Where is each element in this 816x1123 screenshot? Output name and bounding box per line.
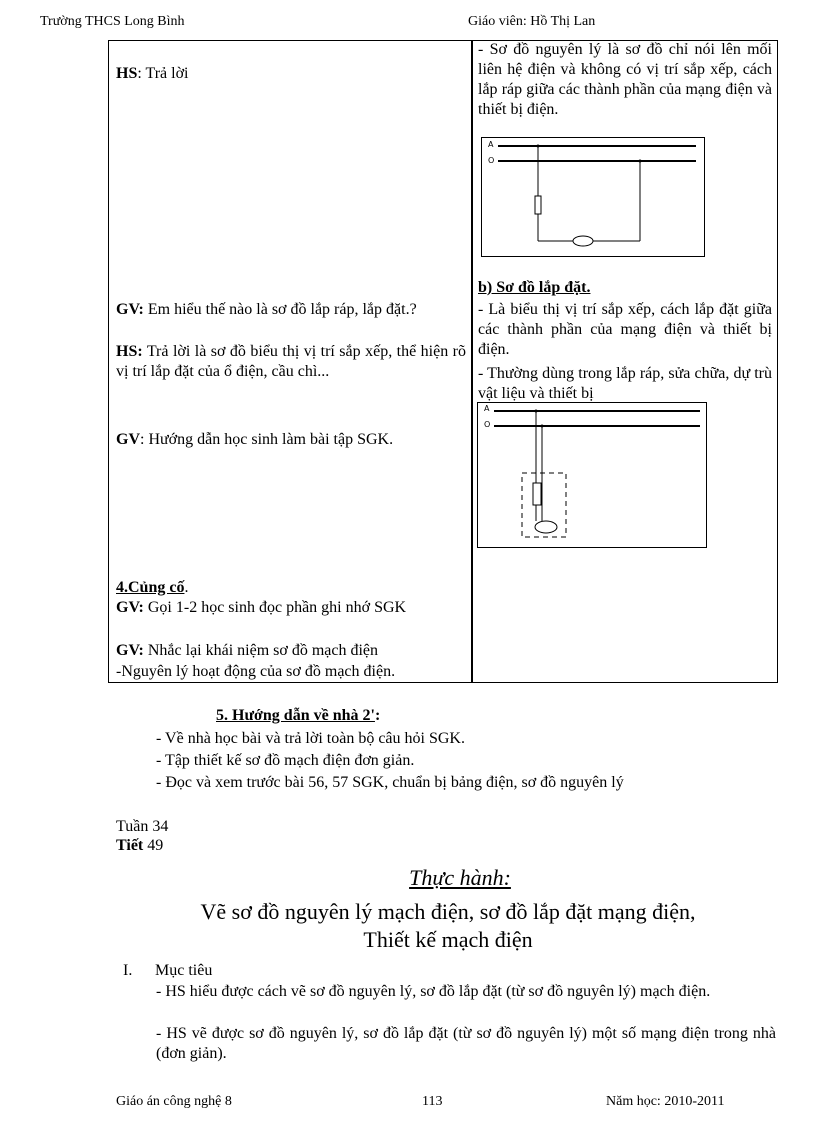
left-p3: HS: Trả lời là sơ đồ biểu thị vị trí sắp xếp, thể hiện rõ vị trí lắp đặt của ổ điện, cầu chì...: [116, 343, 466, 380]
line-label-o: O: [484, 420, 491, 429]
homework-item-1: - Về nhà học bài và trả lời toàn bộ câu hỏi SGK.: [156, 730, 465, 747]
homework-item-2: - Tập thiết kế sơ đồ mạch điện đơn giản.: [156, 752, 415, 769]
header-school: Trường THCS Long Bình: [40, 14, 185, 29]
section4-title: 4.Củng cố.: [116, 579, 189, 596]
left-p4: GV: Hướng dẫn học sinh làm bài tập SGK.: [116, 431, 394, 448]
practice-title: Thực hành:: [409, 865, 511, 890]
objective-title: Mục tiêu: [155, 962, 213, 979]
homework-title: 5. Hướng dẫn về nhà 2':: [216, 707, 381, 724]
footer-school-year: Năm học: 2010-2011: [606, 1094, 725, 1109]
line-label-a: A: [488, 140, 494, 149]
right-r2-text2: - Thường dùng trong lắp ráp, sửa chữa, dự trù vật liệu và thiết bị: [478, 365, 772, 402]
left-p6: GV: Nhắc lại khái niệm sơ đồ mạch điện: [116, 642, 379, 659]
schematic-wires: [482, 138, 704, 256]
line-label-o: O: [488, 156, 495, 165]
table-divider: [471, 40, 473, 683]
homework-item-3: - Đọc và xem trước bài 56, 57 SGK, chuẩn bị bảng điện, sơ đồ nguyên lý: [156, 774, 624, 791]
installation-diagram: [477, 402, 707, 548]
installation-wires: [478, 403, 706, 547]
objective-item-2: - HS vẽ được sơ đồ nguyên lý, sơ đồ lắp đặt (từ sơ đồ nguyên lý) một số mạng điện trong nhà (đơn giản).: [156, 1025, 776, 1062]
schematic-diagram: [481, 137, 705, 257]
main-title-line2: Thiết kế mạch điện: [363, 927, 533, 952]
left-p5: GV: Gọi 1-2 học sinh đọc phần ghi nhớ SGK: [116, 599, 407, 616]
line-label-a: A: [484, 404, 490, 413]
left-p7: -Nguyên lý hoạt động của sơ đồ mạch điện.: [116, 663, 396, 680]
objective-number: I.: [123, 962, 133, 979]
header-teacher: Giáo viên: Hồ Thị Lan: [468, 14, 596, 29]
left-p1: HS: Trả lời: [116, 65, 189, 82]
period-label: Tiết 49: [116, 837, 164, 854]
main-title-line1: Vẽ sơ đồ nguyên lý mạch điện, sơ đồ lắp đặt mạng điện,: [200, 899, 696, 924]
objective-item-1: - HS hiểu được cách vẽ sơ đồ nguyên lý, sơ đồ lắp đặt (từ sơ đồ nguyên lý) mạch điện.: [156, 983, 711, 1000]
left-p2: GV: Em hiểu thế nào là sơ đồ lắp ráp, lắp đặt.?: [116, 301, 417, 318]
footer-subject: Giáo án công nghệ 8: [116, 1094, 232, 1109]
right-r2-text1: - Là biểu thị vị trí sắp xếp, cách lắp đặt giữa các thành phần của mạng điện và thiết bị điện.: [478, 301, 772, 358]
footer-page-number: 113: [422, 1094, 443, 1109]
week-label: Tuần 34: [116, 818, 169, 835]
right-r1: - Sơ đồ nguyên lý là sơ đồ chỉ nói lên mối liên hệ điện và không có vị trí sắp xếp, cách lắp ráp giữa các thành phần của mạng điện và thiết bị điện.: [478, 41, 772, 118]
right-r2-title: b) Sơ đồ lắp đặt.: [478, 279, 591, 296]
